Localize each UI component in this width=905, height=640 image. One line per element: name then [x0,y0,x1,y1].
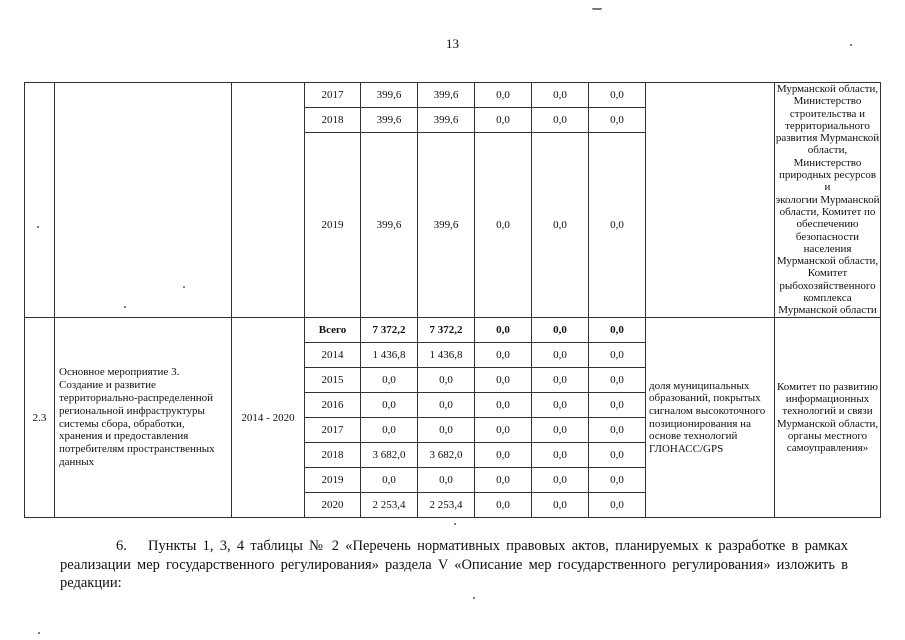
responsible-line: Мурманской области [778,304,877,317]
amendment-paragraph [60,537,848,593]
responsible-line: Комитет по развитию [776,380,879,393]
value-cell: 0,0 [361,418,418,443]
description-line: региональной инфраструктуры [59,404,205,417]
scan-speck [850,44,852,46]
empty-description-cell [55,83,232,318]
responsible-line: экологии Мурманской [775,193,880,206]
responsible-line: технологий и связи [782,405,873,418]
responsible-line: комплекса [803,292,852,305]
value-cell: 3 682,0 [418,443,475,468]
empty-number-cell [25,83,55,318]
value-cell: 0,0 [589,343,646,368]
value-cell: 0,0 [532,443,589,468]
responsible-line: обеспечению [796,218,859,231]
description-line: Основное мероприятие 3. [59,366,180,379]
year-cell: 2017 [305,83,361,108]
responsible-line: Мурманской области, [776,83,879,95]
description-line: данных [59,455,95,468]
value-cell: 0,0 [532,493,589,518]
empty-period-cell [232,83,305,318]
item-period-cell: 2014 - 2020 [232,318,305,518]
value-cell: 399,6 [418,83,475,108]
value-cell: 0,0 [475,108,532,133]
value-cell: 0,0 [532,133,589,318]
indicator-line: ГЛОНАСС/GPS [649,442,724,455]
value-cell: 0,0 [361,368,418,393]
item-description-cell [55,318,232,518]
total-value-cell: 0,0 [475,318,532,343]
value-cell: 0,0 [532,418,589,443]
scan-speck [183,286,185,288]
scan-speck [592,8,602,10]
responsible-line: области, [807,144,848,157]
value-cell: 0,0 [475,343,532,368]
value-cell: 399,6 [418,108,475,133]
program-table [24,82,881,518]
value-cell: 0,0 [418,468,475,493]
year-cell: 2016 [305,393,361,418]
value-cell: 0,0 [475,368,532,393]
indicator-line: доля муниципальных [649,379,750,392]
value-cell: 0,0 [475,133,532,318]
total-label-cell: Всего [305,318,361,343]
value-cell: 0,0 [418,368,475,393]
value-cell: 0,0 [475,443,532,468]
responsible-line: Министерство [793,156,862,169]
value-cell: 0,0 [475,83,532,108]
scan-speck [454,523,456,525]
description-line: Создание и развитие [59,379,156,392]
year-cell: 2020 [305,493,361,518]
item-number-cell: 2.3 [25,318,55,518]
scan-speck [37,226,39,228]
value-cell: 399,6 [418,133,475,318]
responsible-line: области, Комитет по [779,205,876,218]
indicator-line: сигналом высокоточного [649,404,766,417]
total-value-cell: 0,0 [532,318,589,343]
responsible-line: Мурманской области, [776,255,879,268]
indicator-cell [646,318,775,518]
value-cell: 3 682,0 [361,443,418,468]
responsible-line: самоуправления» [786,442,869,455]
value-cell: 1 436,8 [418,343,475,368]
table-row [25,83,881,108]
value-cell: 0,0 [589,418,646,443]
year-cell: 2018 [305,443,361,468]
page-number: 13 [446,36,459,51]
responsible-executors-cell [775,318,881,518]
value-cell: 1 436,8 [361,343,418,368]
value-cell: 0,0 [589,368,646,393]
paragraph-text: Пункты 1, 3, 4 таблицы № 2 «Перечень нормативных правовых актов, планируемых к разработке в рамках реализации мер государственного регулирования» раздела V «Описание мер государственного регулирования» изложить в редакции: [60,538,848,591]
value-cell: 0,0 [532,368,589,393]
year-cell: 2017 [305,418,361,443]
value-cell: 0,0 [589,393,646,418]
value-cell: 0,0 [532,343,589,368]
value-cell: 0,0 [475,393,532,418]
responsible-line: природных ресурсов и [778,169,877,194]
year-cell: 2018 [305,108,361,133]
description-line: хранения и предоставления [59,430,189,443]
value-cell: 0,0 [475,493,532,518]
indicator-line: образований, покрытых [649,392,761,405]
value-cell: 2 253,4 [361,493,418,518]
year-cell: 2019 [305,468,361,493]
value-cell: 0,0 [532,468,589,493]
value-cell: 399,6 [361,83,418,108]
responsible-line: Мурманской области, [776,417,879,430]
table-row [25,318,881,343]
responsible-line: Министерство [793,95,862,108]
responsible-line: развития Мурманской [775,132,880,145]
indicator-line: основе технологий [649,430,738,443]
indicator-line: позиционирования на [649,417,751,430]
value-cell: 0,0 [589,443,646,468]
description-line: системы сбора, обработки, [59,417,185,430]
description-line: потребителям пространственных [59,443,215,456]
responsible-line: территориального [785,119,870,132]
scan-speck [473,597,475,599]
value-cell: 0,0 [589,133,646,318]
scan-speck [124,306,126,308]
value-cell: 0,0 [418,393,475,418]
value-cell: 0,0 [589,493,646,518]
value-cell: 0,0 [361,393,418,418]
value-cell: 0,0 [589,108,646,133]
value-cell: 0,0 [532,393,589,418]
value-cell: 0,0 [532,108,589,133]
responsible-line: органы местного [787,429,868,442]
total-value-cell: 7 372,2 [361,318,418,343]
value-cell: 0,0 [475,468,532,493]
total-value-cell: 0,0 [589,318,646,343]
responsible-line: Комитет [807,267,848,280]
year-cell: 2015 [305,368,361,393]
empty-indicator-cell [646,83,775,318]
value-cell: 0,0 [589,83,646,108]
value-cell: 0,0 [418,418,475,443]
year-cell: 2014 [305,343,361,368]
scan-speck [38,632,40,634]
total-value-cell: 7 372,2 [418,318,475,343]
responsible-line: строительства и [789,107,866,120]
program-table-body [25,83,881,518]
value-cell: 0,0 [361,468,418,493]
responsible-line: населения [803,242,852,255]
value-cell: 399,6 [361,133,418,318]
year-cell: 2019 [305,133,361,318]
value-cell: 399,6 [361,108,418,133]
value-cell: 0,0 [475,418,532,443]
description-line: территориально-распределенной [59,391,214,404]
responsible-line: информационных [785,392,870,405]
value-cell: 0,0 [589,468,646,493]
paragraph-number: 6. [116,538,127,554]
value-cell: 0,0 [532,83,589,108]
responsible-line: рыбохозяйственного [779,279,876,292]
responsible-line: безопасности [795,230,860,243]
responsible-executors-cell [775,83,881,318]
value-cell: 2 253,4 [418,493,475,518]
